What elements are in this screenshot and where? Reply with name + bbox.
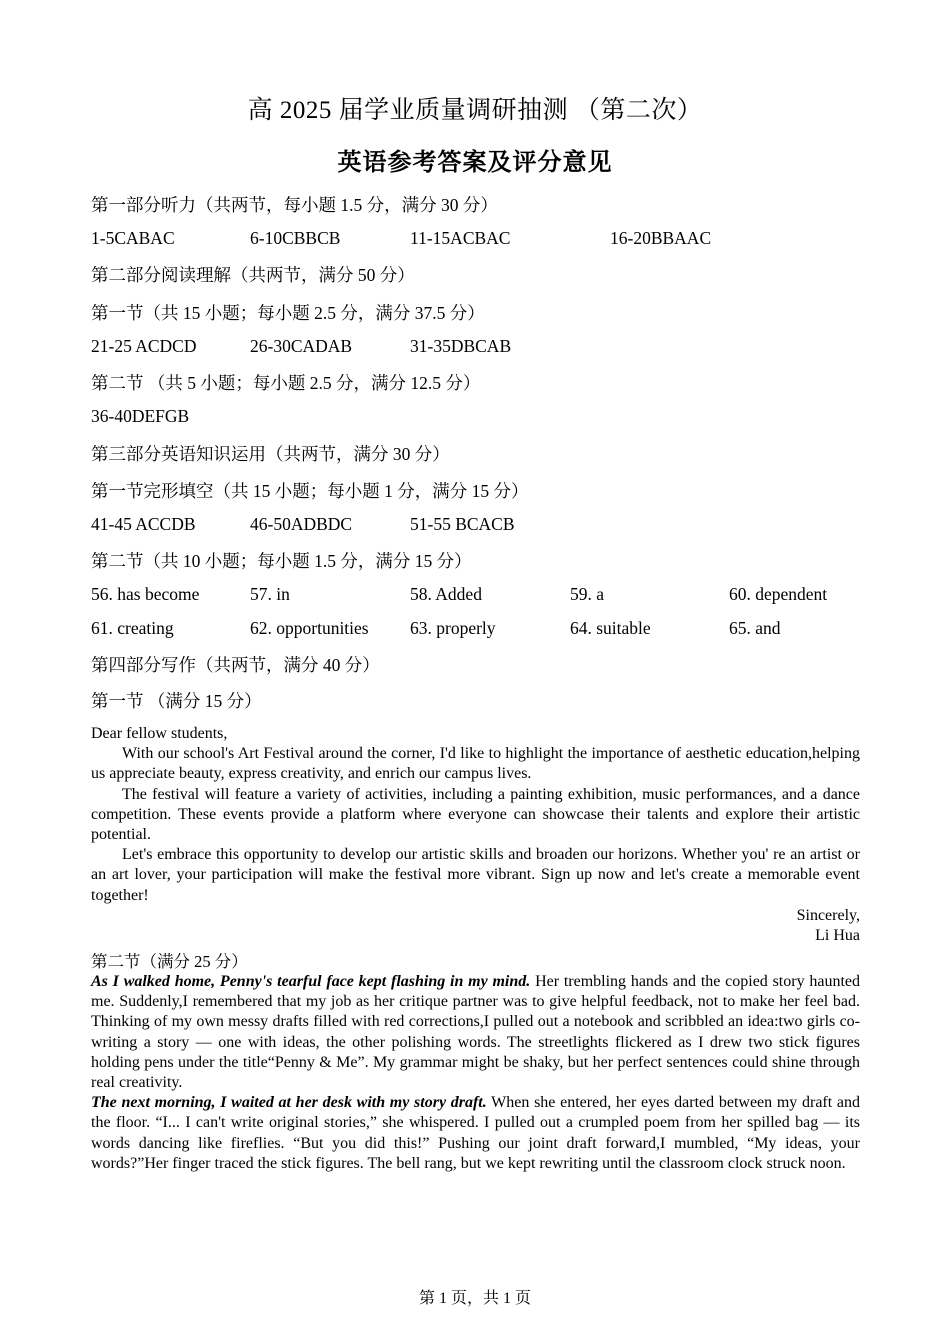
- part2-sec2-answers: 36-40DEFGB: [91, 406, 190, 426]
- letter-signature: Li Hua: [815, 927, 860, 945]
- blank-answer: 63. properly: [410, 618, 496, 638]
- answer-group: 21-25 ACDCD: [91, 336, 197, 356]
- blank-answer: 62. opportunities: [250, 618, 369, 638]
- blank-answer: 61. creating: [91, 618, 174, 638]
- part1-heading: 第一部分听力（共两节，每小题 1.5 分，满分 30 分）: [91, 195, 498, 215]
- story-paragraph: [91, 1093, 860, 1174]
- part3-sec2-heading: 第二节（共 10 小题；每小题 1.5 分，满分 15 分）: [91, 551, 472, 571]
- answer-group: 11-15ACBAC: [410, 228, 511, 248]
- letter-paragraph: The festival will feature a variety of activities, including a painting exhibition, music performances, and a dance competition. These events provide a platform where everyone can showcase their talents and explore their artistic potential.: [91, 785, 860, 844]
- page-subtitle: 英语参考答案及评分意见: [337, 150, 613, 176]
- part3-heading: 第三部分英语知识运用（共两节，满分 30 分）: [91, 444, 450, 464]
- blank-answer: 64. suitable: [570, 618, 651, 638]
- letter-greeting: Dear fellow students,: [91, 725, 228, 742]
- sample-letter: [91, 724, 860, 946]
- answer-group: 26-30CADAB: [250, 336, 353, 356]
- answer-group: 1-5CABAC: [91, 228, 175, 248]
- blank-answer: 57. in: [250, 584, 290, 604]
- letter-paragraph: Let's embrace this opportunity to develop our artistic skills and broaden our horizons. Whether you' re an artist or an art lover, your participation will make the festival more vibrant. Sign up now and let's create a memorable event together!: [91, 846, 860, 904]
- page-footer: 第 1 页，共 1 页: [418, 1290, 531, 1307]
- blank-answer: 65. and: [729, 618, 781, 638]
- story-lead-sentence: As I walked home, Penny's tearful face kept flashing in my mind.: [91, 973, 531, 990]
- part2-heading: 第二部分阅读理解（共两节，满分 50 分）: [91, 265, 415, 285]
- letter-closing: Sincerely,: [796, 906, 860, 924]
- answer-group: 46-50ADBDC: [250, 514, 353, 534]
- blank-answer: 58. Added: [410, 584, 482, 604]
- answer-group: 41-45 ACCDB: [91, 514, 196, 534]
- story-body: When she entered, her eyes darted between my draft and the floor. “I... I can't write original stories,” she whispered. I pulled out a crumpled poem from her spilled bag — its words dancing like fireflies. “But you did this!” Pushing our joint draft forward,I mumbled, “My ideas, your words?”Her finger traced the stick figures. The bell rang, but we kept rewriting until the classroom clock struck noon.: [91, 1094, 861, 1172]
- page-title: 高 2025 届学业质量调研抽测 （第二次）: [247, 97, 703, 124]
- blank-answer: 59. a: [570, 584, 605, 604]
- part3-sec1-heading: 第一节完形填空（共 15 小题；每小题 1 分，满分 15 分）: [91, 481, 529, 501]
- answer-group: 16-20BBAAC: [610, 228, 712, 248]
- story-paragraph: [91, 972, 860, 1093]
- part4-sec1-heading: 第一节 （满分 15 分）: [91, 691, 262, 711]
- story-body: Her trembling hands and the copied story haunted me. Suddenly,I remembered that my job as her critique partner was to give helpful feedback, not to make her feel bad. Thinking of my own messy drafts filled with red corrections,I pulled out a notebook and scribbled an idea:two girls co-writing a story — one with ideas, the other polishing words. The streetlights flickered as I drew two stick figures holding pens under the title“Penny & Me”. My grammar might be shaky, but her perfect sentences could shine through real creativity.: [91, 973, 860, 1092]
- part4-sec2-heading: 第二节（满分 25 分）: [91, 952, 248, 971]
- answer-group: 6-10CBBCB: [250, 228, 341, 248]
- blank-answer: 60. dependent: [729, 584, 828, 604]
- story-lead-sentence: The next morning, I waited at her desk with my story draft.: [91, 1094, 487, 1112]
- answer-group: 31-35DBCAB: [410, 336, 512, 356]
- answer-group: 51-55 BCACB: [410, 514, 515, 534]
- letter-paragraph: With our school's Art Festival around the corner, I'd like to highlight the importance of aesthetic education,helping us appreciate beauty, express creativity, and enrich our campus lives.: [91, 745, 860, 783]
- part2-sec1-heading: 第一节（共 15 小题；每小题 2.5 分，满分 37.5 分）: [91, 303, 485, 323]
- part2-sec2-heading: 第二节 （共 5 小题；每小题 2.5 分，满分 12.5 分）: [91, 373, 481, 393]
- part4-heading: 第四部分写作（共两节，满分 40 分）: [91, 655, 380, 675]
- blank-answer: 56. has become: [91, 584, 200, 604]
- sample-story: [91, 972, 860, 1174]
